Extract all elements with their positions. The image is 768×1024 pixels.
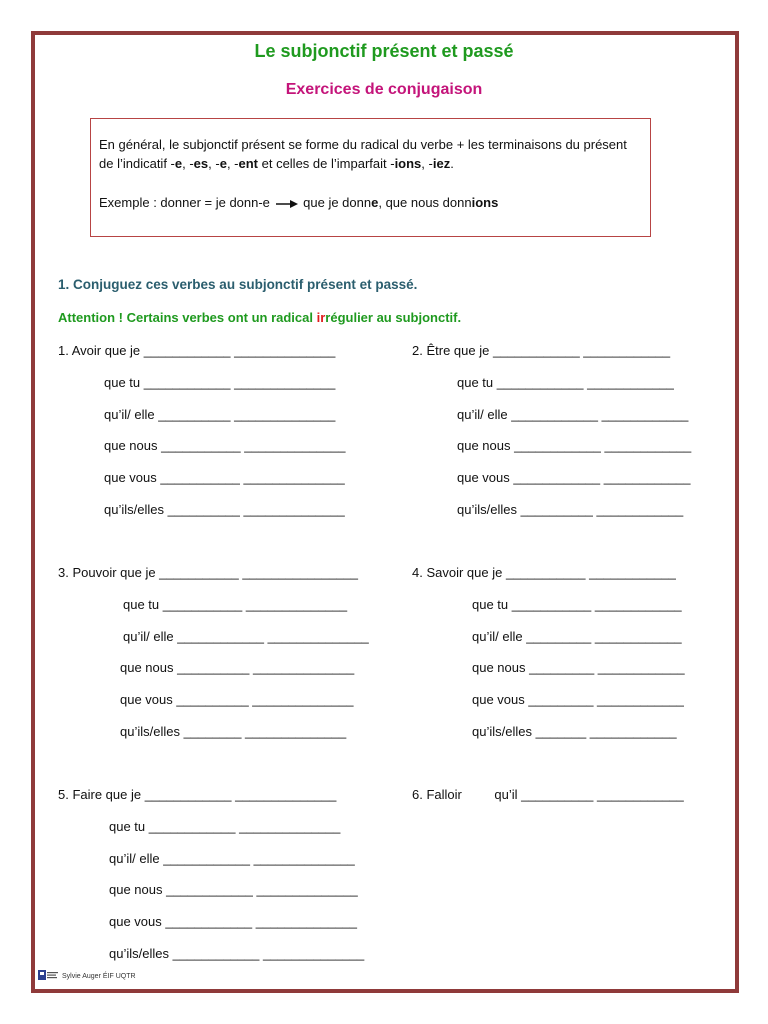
exercise-line: 6. Falloir qu’il __________ ____________ bbox=[412, 787, 684, 802]
exercise-line: que vous __________ ______________ bbox=[120, 692, 354, 707]
rule-explanation bbox=[99, 135, 642, 173]
footer bbox=[38, 970, 136, 982]
exercise-line: que vous ___________ ______________ bbox=[104, 470, 345, 485]
exercise-line: que tu ____________ ______________ bbox=[104, 375, 336, 390]
rule-text: et celles de l’imparfait - bbox=[258, 156, 395, 171]
instruction-heading: 1. Conjuguez ces verbes au subjonctif présent et passé. bbox=[58, 277, 418, 292]
rule-example bbox=[99, 193, 642, 212]
ending-text: iez bbox=[432, 156, 451, 171]
ending-text: ions bbox=[394, 156, 422, 171]
exercise-line: 2. Être que je ____________ ____________ bbox=[412, 343, 671, 358]
instruction-warning: Attention ! Certains verbes ont un radical irrégulier au subjonctif. bbox=[58, 310, 462, 325]
exercise-line: que nous _________ ____________ bbox=[472, 660, 685, 675]
rule-text: En général, le subjonctif présent se forme du radical du verbe + les terminaisons du présent de l’indicatif - bbox=[99, 137, 627, 171]
rule-text: que je donn bbox=[299, 195, 372, 210]
right-arrow-icon bbox=[276, 199, 298, 209]
rule-box bbox=[90, 118, 651, 237]
exercise-line: 1. Avoir que je ____________ ______________ bbox=[58, 343, 336, 358]
exercise-line: qu’il/ elle ____________ ______________ bbox=[123, 629, 369, 644]
ending-text: es bbox=[193, 156, 209, 171]
exercise-line: 3. Pouvoir que je ___________ ________________ bbox=[58, 565, 358, 580]
exercise-line: qu’ils/elles __________ ____________ bbox=[457, 502, 684, 517]
uqtr-logo-icon bbox=[38, 970, 58, 982]
ending-text: e bbox=[219, 156, 227, 171]
exercise-line: qu’ils/elles ____________ ______________ bbox=[109, 946, 365, 961]
exercise-line: que tu ___________ ______________ bbox=[123, 597, 348, 612]
rule-text: , que nous donn bbox=[378, 195, 472, 210]
exercise-line: que tu ___________ ____________ bbox=[472, 597, 682, 612]
rule-text: , - bbox=[421, 156, 433, 171]
exercise-line: que vous ____________ ____________ bbox=[457, 470, 691, 485]
exercise-line: qu’ils/elles __________ ______________ bbox=[104, 502, 345, 517]
exercise-line: que nous ____________ ____________ bbox=[457, 438, 692, 453]
exercise-line: que tu ____________ ____________ bbox=[457, 375, 674, 390]
exercise-line: que nous __________ ______________ bbox=[120, 660, 355, 675]
exercise-line: que nous ____________ ______________ bbox=[109, 882, 358, 897]
exercise-line: qu’il/ elle _________ ____________ bbox=[472, 629, 682, 644]
ending-text: ions bbox=[471, 195, 499, 210]
example-text: Exemple : donner = je donn-e bbox=[99, 195, 274, 210]
ending-text: e bbox=[371, 195, 379, 210]
exercise-line: que tu ____________ ______________ bbox=[109, 819, 341, 834]
footer-credit: Sylvie Auger ÉIF UQTR bbox=[62, 972, 136, 980]
irregular-highlight: ir bbox=[316, 310, 326, 325]
page-title: Le subjonctif présent et passé bbox=[254, 41, 514, 61]
rule-text: . bbox=[450, 156, 454, 171]
rule-text: , - bbox=[182, 156, 194, 171]
rule-text: , - bbox=[208, 156, 220, 171]
exercise-line: qu’ils/elles ________ ______________ bbox=[120, 724, 347, 739]
rule-text: , - bbox=[226, 156, 239, 171]
exercise-line: qu’il/ elle __________ ______________ bbox=[104, 407, 336, 422]
page-subtitle: Exercices de conjugaison bbox=[285, 81, 483, 98]
exercise-line: 5. Faire que je ____________ ______________ bbox=[58, 787, 337, 802]
exercise-line: que vous ____________ ______________ bbox=[109, 914, 357, 929]
ending-text: ent bbox=[238, 156, 258, 171]
exercise-line: qu’il/ elle ____________ ____________ bbox=[457, 407, 689, 422]
exercise-line: que vous _________ ____________ bbox=[472, 692, 684, 707]
ending-text: e bbox=[174, 156, 183, 171]
exercise-line: que nous ___________ ______________ bbox=[104, 438, 346, 453]
exercise-line: qu’il/ elle ____________ ______________ bbox=[109, 851, 355, 866]
exercise-line: 4. Savoir que je ___________ ____________ bbox=[412, 565, 676, 580]
exercise-line: qu’ils/elles _______ ____________ bbox=[472, 724, 677, 739]
